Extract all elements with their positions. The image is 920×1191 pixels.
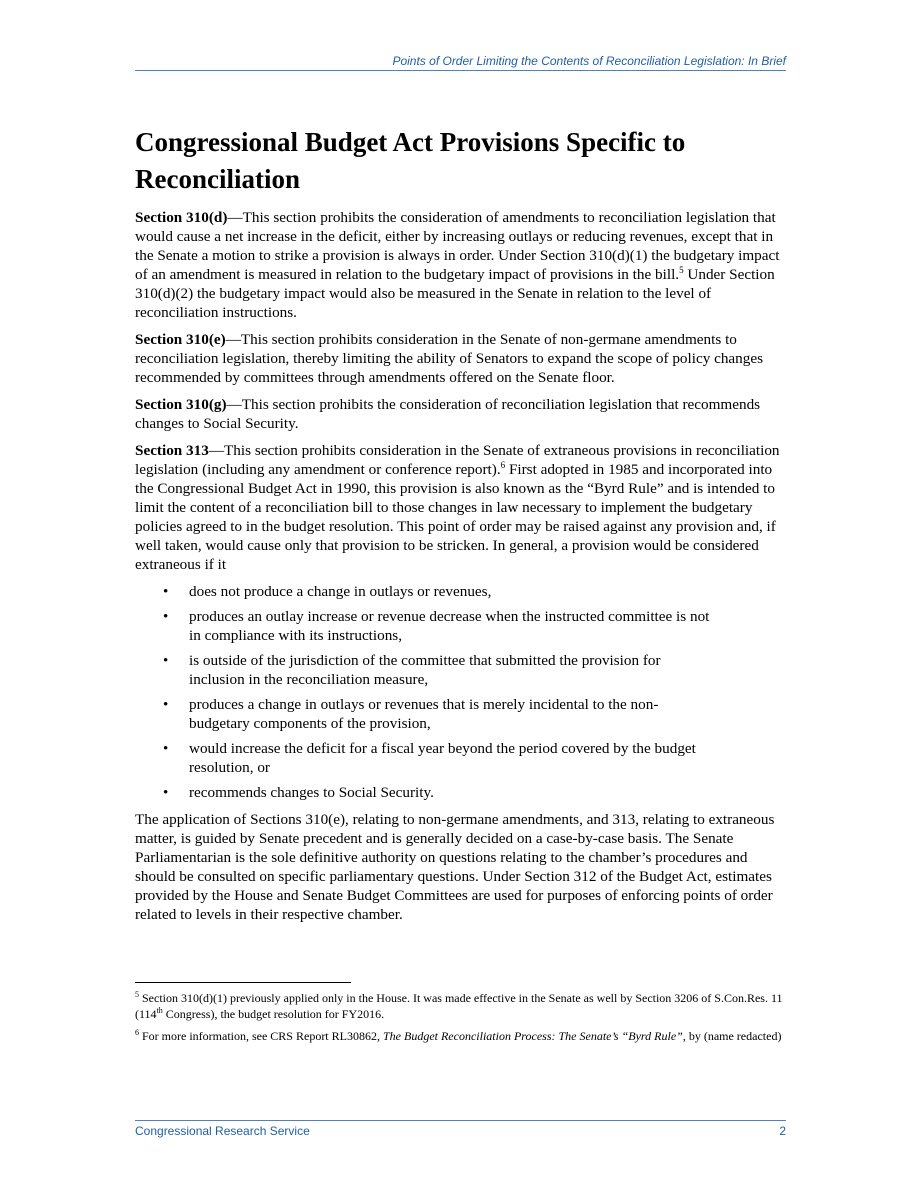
footnote-text: Section 310(d)(1) previously applied only in the House. It was made effective in the Senate as well by Section 3206 of S.Con.Res. 11 (114 [135,991,783,1021]
footnote-ref-6[interactable]: 6 [500,459,506,470]
footnote-text: , by (name redacted) [682,1029,782,1043]
list-item [135,582,719,601]
paragraph-text: —This section prohibits consideration in the Senate of non-germane amendments to reconciliation legislation, thereby limiting the ability of Senators to expand the scope of policy changes recommended by committees through amendments offered on the Senate floor. [135,331,764,386]
paragraph-text: —This section prohibits the consideration of amendments to reconciliation legislation that would cause a net increase in the deficit, either by increasing outlays or reducing revenues, except that in the Senate a motion to strike a provision is always in order. Under Section 310(d)(1) the budgetary impact of an amendment is measured in relation to the budgetary impact of provisions in the bill. [135,209,780,283]
paragraph-section-310e [135,330,787,387]
report-title: The Budget Reconciliation Process: The Senate’s “Byrd Rule” [382,1029,683,1043]
footnote-separator [135,982,351,983]
footnote-text: Congress), the budget resolution for FY2016. [162,1007,385,1021]
closing-paragraph: The application of Sections 310(e), relating to non-germane amendments, and 313, relating to extraneous matter, is guided by Senate precedent and is generally decided on a case-by-case basis. The Senate Parliamentarian is the sole definitive authority on questions relating to the chamber’s procedures and should be consulted on specific parliamentary questions. Under Section 312 of the Budget Act, estimates provided by the House and Senate Budget Committees are used for purposes of enforcing points of order related to levels in their respective chamber. [135,811,775,923]
paragraph-text: Under Section 310(d)(2) the budgetary impact would also be measured in the Senate in relation to the level of reconciliation instructions. [135,266,775,321]
list-item-text: produces an outlay increase or revenue decrease when the instructed committee is not in compliance with its instructions, [189,608,710,644]
list-item [135,783,719,802]
footnote-6 [135,1028,787,1044]
bullet-icon: • [163,652,169,669]
section-label: Section 310(d) [135,209,228,226]
list-item-text: would increase the deficit for a fiscal year beyond the period covered by the budget resolution, or [189,740,696,776]
footer-rule [135,1120,786,1121]
section-label: Section 310(g) [135,396,227,413]
list-item-text: recommends changes to Social Security. [189,784,434,801]
page-number: 2 [779,1124,786,1138]
running-header: Points of Order Limiting the Contents of Reconciliation Legislation: In Brief [392,54,786,68]
bullet-icon: • [163,583,169,600]
section-heading: Congressional Budget Act Provisions Specific to Reconciliation [135,127,686,194]
paragraph-text: —This section prohibits consideration in the Senate of extraneous provisions in reconciliation legislation (including any amendment or conference report). [135,442,780,478]
footer-org: Congressional Research Service [135,1124,310,1138]
footnotes [135,990,787,1050]
list-item [135,651,719,689]
footnote-number: 6 [135,1028,139,1037]
bullet-icon: • [163,740,169,757]
header-rule [135,70,786,71]
paragraph-section-313 [135,441,787,574]
bullet-icon: • [163,608,169,625]
paragraph-section-310d [135,208,787,322]
list-item [135,607,719,645]
extraneous-criteria-list [135,582,787,802]
paragraph-text: First adopted in 1985 and incorporated into the Congressional Budget Act in 1990, this provision is also known as the “Byrd Rule” and is intended to limit the content of a reconciliation bill to those changes in law necessary to implement the budgetary policies agreed to in the budget resolution. This point of order may be raised against any provision and, if well taken, would cause only that provision to be stricken. In general, a provision would be considered extraneous if it [135,461,776,573]
footnote-ref-5[interactable]: 5 [679,264,684,275]
footnote-number: 5 [135,990,139,999]
main-content [135,124,787,932]
list-item [135,695,719,733]
paragraph-section-310g [135,395,787,433]
bullet-icon: • [163,784,169,801]
ordinal-suffix: th [156,1006,163,1015]
footnote-text: For more information, see CRS Report RL30862, [139,1029,383,1043]
paragraph-text: —This section prohibits the consideration of reconciliation legislation that recommends changes to Social Security. [135,396,761,432]
list-item-text: produces a change in outlays or revenues that is merely incidental to the non-budgetary components of the provision, [189,696,659,732]
list-item [135,739,719,777]
footnote-5 [135,990,787,1022]
list-item-text: does not produce a change in outlays or revenues, [189,583,492,600]
list-item-text: is outside of the jurisdiction of the committee that submitted the provision for inclusion in the reconciliation measure, [189,652,661,688]
section-label: Section 313 [135,442,209,459]
page-footer [135,1124,786,1138]
section-label: Section 310(e) [135,331,226,348]
bullet-icon: • [163,696,169,713]
